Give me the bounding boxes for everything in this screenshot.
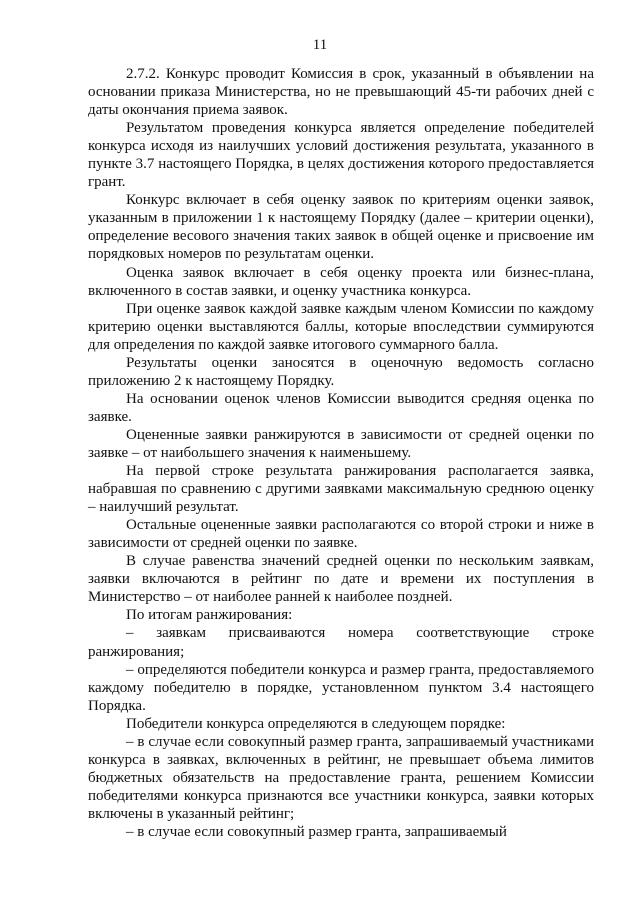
- paragraph-results-sheet: Результаты оценки заносятся в оценочную ведомость согласно приложению 2 к настоящему Порядку.: [88, 354, 594, 389]
- paragraph-winners-order: Победители конкурса определяются в следующем порядке:: [126, 715, 506, 732]
- paragraph-evaluation: Оценка заявок включает в себя оценку проекта или бизнес-плана, включенного в состав заявки, и оценку участника конкурса.: [88, 264, 594, 299]
- paragraph-scoring: При оценке заявок каждой заявке каждым членом Комиссии по каждому критерию оценки выставляются баллы, которые впоследствии суммируются для определения по каждой заявке итогового суммарного балла.: [88, 300, 594, 353]
- list-item-numbers: – заявкам присваиваются номера соответствующие строке ранжирования;: [88, 625, 594, 660]
- document-body: [88, 65, 594, 841]
- list-item-not-exceed: – в случае если совокупный размер гранта, запрашиваемый участниками конкурса в заявках, включенных в рейтинг, не превышает объема лимитов бюджетных обязательств на предоставление гранта, решением Комиссии победителями конкурса признаются все участники конкурса, заявки которых включены в указанный рейтинг;: [88, 733, 594, 822]
- page-number: 11: [312, 37, 328, 53]
- paragraph-equal-scores: В случае равенства значений средней оценки по нескольким заявкам, заявки включаются в рейтинг по дате и времени их поступления в Министерство – от наиболее ранней к наиболее поздней.: [88, 553, 594, 606]
- paragraph-contest-includes: Конкурс включает в себя оценку заявок по критериям оценки заявок, указанным в приложении 1 к настоящему Порядку (далее – критерии оценки), определение весового значения таких заявок в общей оценке и присвоение им порядковых номеров по результатам оценки.: [88, 192, 594, 263]
- paragraph-average-score: На основании оценок членов Комиссии выводится средняя оценка по заявке.: [88, 390, 594, 425]
- paragraph-first-line: На первой строке результата ранжирования располагается заявка, набравшая по сравнению с другими заявками максимальную среднюю оценку – наилучший результат.: [88, 463, 594, 516]
- paragraph-ranking-results: По итогам ранжирования:: [126, 607, 293, 624]
- paragraph-other-lines: Остальные оцененные заявки располагаются со второй строки и ниже в зависимости от средней оценки по заявке.: [88, 517, 594, 552]
- paragraph-ranking: Оцененные заявки ранжируются в зависимости от средней оценки по заявке – от наибольшего значения к наименьшему.: [88, 426, 594, 461]
- paragraph-2-7-2: 2.7.2. Конкурс проводит Комиссия в срок, указанный в объявлении на основании приказа Министерства, но не превышающий 45-ти рабочих дней с даты окончания приема заявок.: [88, 66, 594, 119]
- paragraph-result: Результатом проведения конкурса является определение победителей конкурса исходя из наилучших условий достижения результата, указанного в пункте 3.7 настоящего Порядка, в целях достижения которого предоставляется грант.: [88, 120, 594, 191]
- list-item-exceed: – в случае если совокупный размер гранта, запрашиваемый: [126, 823, 507, 840]
- list-item-winners: – определяются победители конкурса и размер гранта, предоставляемого каждому победителю в порядке, установленном пунктом 3.4 настоящего Порядка.: [88, 661, 594, 714]
